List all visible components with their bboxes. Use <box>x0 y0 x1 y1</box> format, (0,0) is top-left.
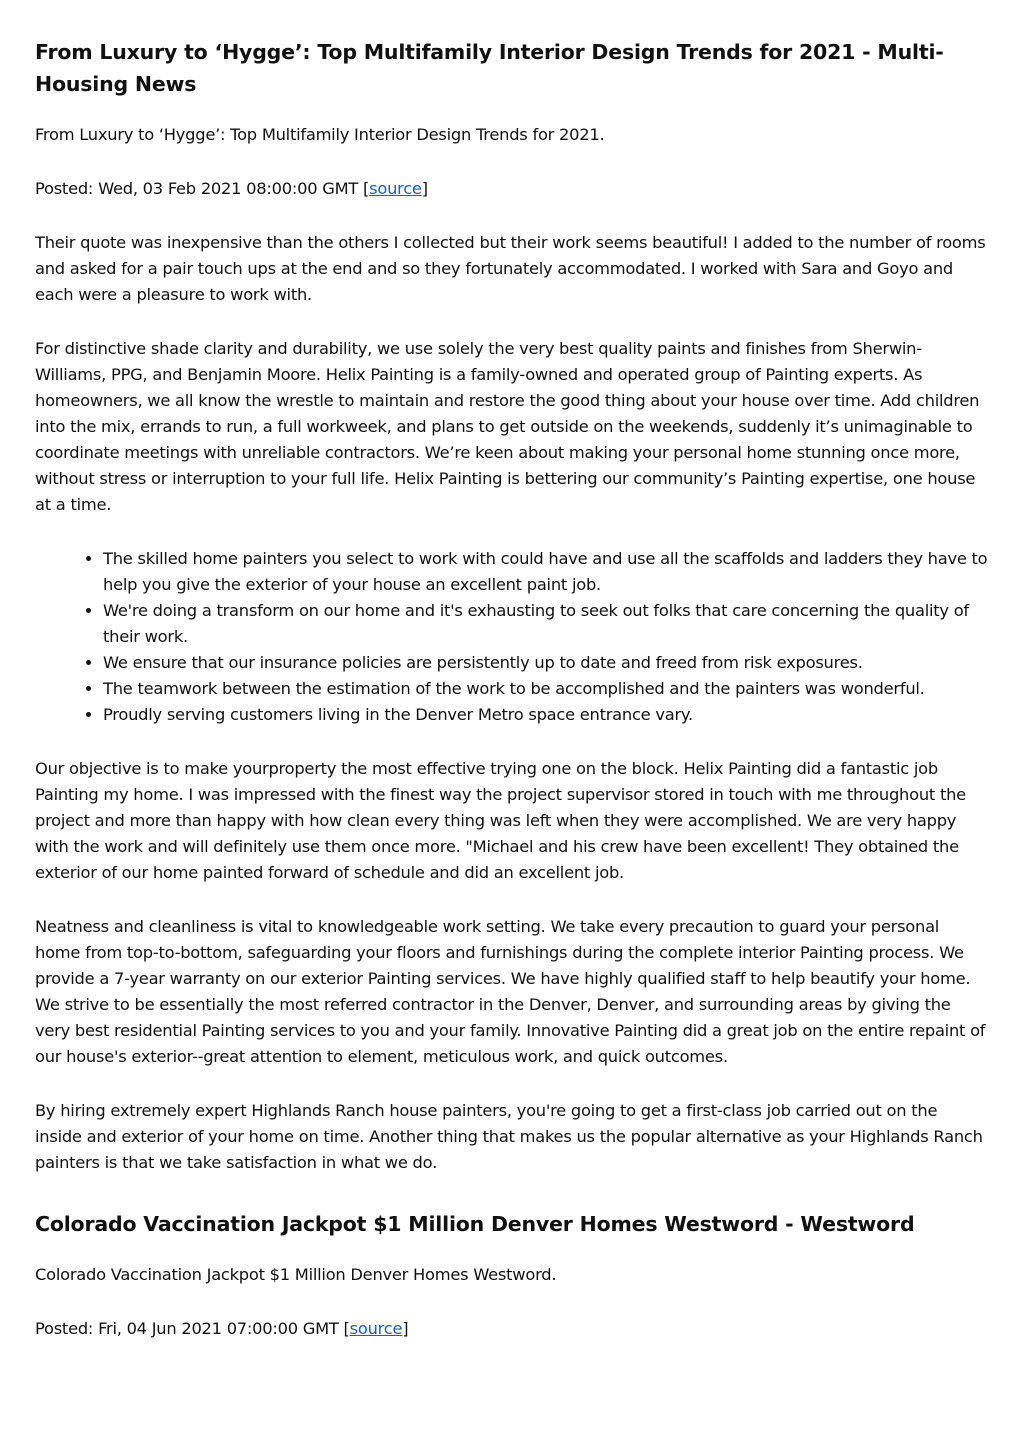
posted-line <box>35 176 988 202</box>
list-item: • We ensure that our insurance policies are persistently up to date and freed from risk exposures. <box>103 650 988 676</box>
bullet-list <box>35 546 988 728</box>
article-summary: Colorado Vaccination Jackpot $1 Million Denver Homes Westword. <box>35 1265 557 1284</box>
body-paragraph: By hiring extremely expert Highlands Ranch house painters, you're going to get a first-class job carried out on the inside and exterior of your home on time. Another thing that makes us the popular alternative as your Highlands Ranch painters is that we take satisfaction in what we do. <box>35 1101 983 1172</box>
source-link[interactable]: source <box>369 179 422 198</box>
list-item: • Proudly serving customers living in the Denver Metro space entrance vary. <box>103 702 988 728</box>
list-item: • The skilled home painters you select to work with could have and use all the scaffolds and ladders they have to help you give the exterior of your house an excellent paint job. <box>103 546 988 598</box>
article-title: Colorado Vaccination Jackpot $1 Million Denver Homes Westword - Westword <box>35 1212 915 1236</box>
article-summary: From Luxury to ‘Hygge’: Top Multifamily Interior Design Trends for 2021. <box>35 125 605 144</box>
source-link[interactable]: source <box>349 1319 403 1338</box>
body-paragraph: Our objective is to make yourproperty the most effective trying one on the block. Helix Painting did a fantastic job Painting my home. I was impressed with the finest way the project supervisor stored in touch with me throughout the project and more than happy with how clean every thing was left when they were accomplished. We are very happy with the work and will definitely use them once more. "Michael and his crew have been excellent! They obtained the exterior of our home painted forward of schedule and did an excellent job. <box>35 759 966 882</box>
posted-date: Posted: Fri, 04 Jun 2021 07:00:00 GMT [ <box>35 1319 350 1338</box>
posted-line <box>35 1316 988 1342</box>
posted-bracket-close: ] <box>402 1319 409 1338</box>
posted-bracket-close: ] <box>421 179 428 198</box>
body-paragraph: For distinctive shade clarity and durability, we use solely the very best quality paints and finishes from Sherwin-Williams, PPG, and Benjamin Moore. Helix Painting is a family-owned and operated group of Painting experts. As homeowners, we all know the wrestle to maintain and restore the good thing about your house over time. Add children into the mix, errands to run, a full workweek, and plans to get outside on the weekends, suddenly it’s unimaginable to coordinate meetings with unreliable contractors. We’re keen about making your personal home stunning once more, without stress or interruption to your full life. Helix Painting is bettering our community’s Painting expertise, one house at a time. <box>35 339 980 514</box>
body-paragraph: Neatness and cleanliness is vital to knowledgeable work setting. We take every precaution to guard your personal home from top-to-bottom, safeguarding your floors and furnishings during the complete interior Painting process. We provide a 7-year warranty on our exterior Painting services. We have highly qualified staff to help beautify your home. We strive to be essentially the most referred contractor in the Denver, Denver, and surrounding areas by giving the very best residential Painting services to you and your family. Innovative Painting did a great job on the entire repaint of our house's exterior--great attention to element, meticulous work, and quick outcomes. <box>35 917 986 1066</box>
list-item: • We're doing a transform on our home and it's exhausting to seek out folks that care concerning the quality of their work. <box>103 598 988 650</box>
list-item: • The teamwork between the estimation of the work to be accomplished and the painters was wonderful. <box>103 676 988 702</box>
body-paragraph: Their quote was inexpensive than the others I collected but their work seems beautiful! I added to the number of rooms and asked for a pair touch ups at the end and so they fortunately accommodated. I worked with Sara and Goyo and each were a pleasure to work with. <box>35 233 986 304</box>
article-title: From Luxury to ‘Hygge’: Top Multifamily Interior Design Trends for 2021 - Multi-Housing News <box>35 40 944 96</box>
posted-date: Posted: Wed, 03 Feb 2021 08:00:00 GMT [ <box>35 179 370 198</box>
